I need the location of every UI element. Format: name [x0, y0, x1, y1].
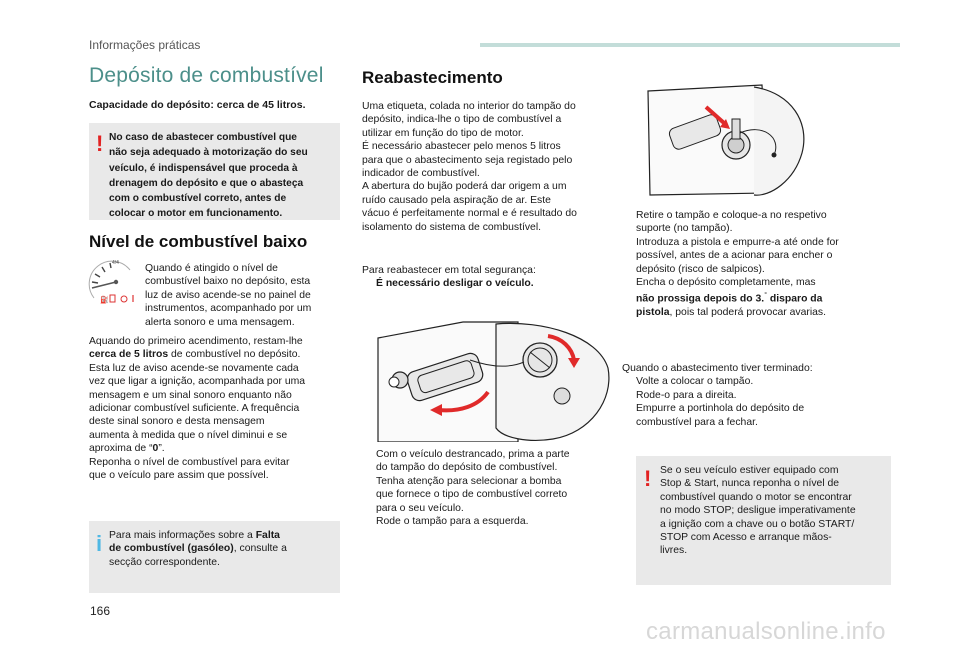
header-accent-bar [480, 43, 900, 47]
refuel-heading: Reabastecimento [362, 68, 503, 87]
page-title: Depósito de combustível [89, 64, 324, 87]
svg-text:⛽: ⛽ [100, 297, 109, 304]
warning-box-2 [636, 456, 891, 585]
low-fuel-heading: Nível de combustível baixo [89, 232, 308, 251]
info-icon: i [96, 531, 103, 556]
list-item: Retire o tampão e coloque-a no respetivo suporte (no tampão). [636, 210, 827, 235]
info-box-1 [89, 521, 340, 593]
warning-box-1 [89, 123, 340, 220]
fuel-nozzle-illustration [642, 83, 812, 201]
warning-icon: ! [96, 131, 104, 156]
fuel-gauge-icon [88, 258, 140, 308]
list-item: Introduza a pistola e empurre-a até onde for possível, antes de a acionar para encher o depósito (risco de salpicos). [636, 236, 839, 275]
page-number: 166 [90, 604, 111, 618]
list-item: Encha o depósito completamente, mas não prossiga depois do 3.° disparo da pistola, pois tal poderá provocar avarias. [636, 277, 827, 319]
steps-1-list [362, 448, 624, 528]
list-item: Rode o tampão para a esquerda. [376, 516, 529, 528]
refuel-para-1: Uma etiqueta, colada no interior do tampão do depósito, indica-lhe o tipo de combustível a utilizar em função do tipo de motor. É necessário abastecer pelo menos 5 litros para que o abastecimento seja registado pelo indicador de combustível. A abertura do bujão poderá dar origem a um ruído causado pela aspiração de ar. Este vácuo é perfeitamente normal e é resultado do isolamento do sistema de combustível. [362, 101, 577, 233]
warning-2-text: Se o seu veículo estiver equipado com Stop & Start, nunca reponha o nível de combustível quando o motor se encontrar no modo STOP; desligue imperativamente a ignição com a chave ou o botão START/ STOP com Acesso e arranque mãos- livres. [660, 465, 856, 557]
section-label: Informações práticas [89, 38, 201, 52]
low-fuel-details: Aquando do primeiro acendimento, restam-lhe cerca de 5 litros de combustível no depósito. Esta luz de aviso acende-se novamente cada vez que ligar a ignição, acompanhada por uma mensagem e um sinal sonoro enquanto não adicionar combustível suficiente. A frequência deste sinal sonoro e desta mensagem aumenta à medida que o nível diminui e se aproxima de “0”. Reponha o nível de combustível para evitar que o veículo pare assim que possível. [89, 336, 306, 482]
capacity-text: Capacidade do depósito: cerca de 45 litros. [89, 99, 306, 111]
info-1-text: Para mais informações sobre a Falta de combustível (gasóleo), consulte a secção correspondente. [109, 530, 287, 568]
steps-2-list [622, 209, 892, 320]
warning-1-text: No caso de abastecer combustível que não seja adequado à motorização do seu veículo, é indispensável que proceda à drenagem do depósito e que o abasteça com o combustível correto, antes de colocar o motor em funcionamento. [109, 132, 308, 220]
low-fuel-intro: Quando é atingido o nível de combustível baixo no depósito, esta luz de aviso acende-se no painel de instrumentos, acompanhado por um alerta sonoro e uma mensagem. [145, 263, 312, 328]
watermark: carmanualsonline.info [646, 618, 886, 645]
list-item: Tenha atenção para selecionar a bomba que fornece o tipo de combustível correto para o seu veículo. [376, 475, 568, 514]
svg-text:4/4: 4/4 [112, 260, 119, 266]
fuel-flap-illustration [368, 318, 616, 442]
list-item: Rode-o para a direita. [636, 389, 737, 401]
list-item: Empurre a portinhola do depósito de combustível para a fechar. [636, 403, 805, 428]
finish-block: Quando o abastecimento tiver terminado: Volte a colocar o tampão. Rode-o para a direita. Empurre a portinhola do depósito de combustível para a fechar. [622, 362, 892, 429]
list-item: Com o veículo destrancado, prima a parte do tampão do depósito de combustível. [376, 449, 570, 474]
warning-icon: ! [644, 466, 652, 491]
list-item: Volte a colocar o tampão. [636, 376, 754, 388]
safety-block: Para reabastecer em total segurança: É necessário desligar o veículo. [362, 265, 536, 290]
